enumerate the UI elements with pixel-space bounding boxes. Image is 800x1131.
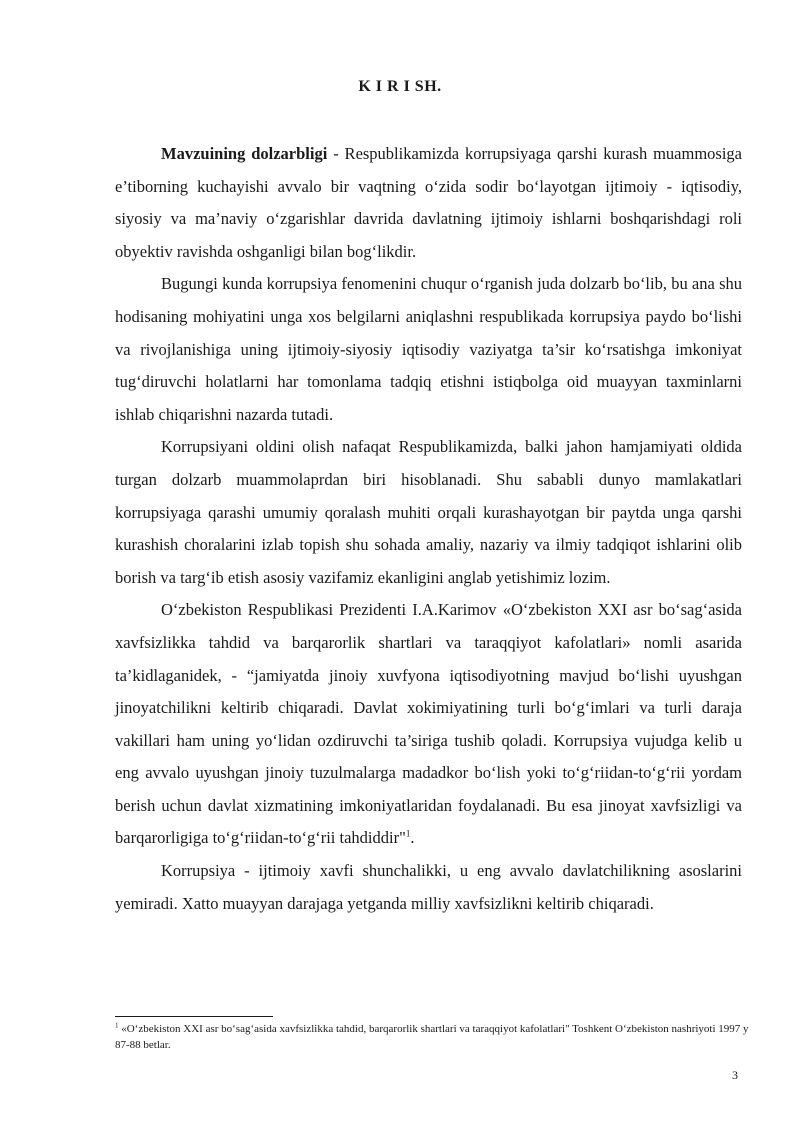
page-number: 3 <box>732 1068 738 1082</box>
paragraph-text: - Respublikamizda korrupsiyaga qarshi kurash muammosiga e’tiborning kuchayishi avvalo bir vaqtning o‘zida sodir bo‘layotgan ijtimoiy - iqtisodiy, siyosiy va ma’naviy o‘zgarishlar davrida davlatning ijtimoiy ishlarni boshqarishdagi roli obyektiv ravishda oshganligi bilan bog‘likdir. <box>115 144 742 261</box>
paragraph-prevention: Korrupsiyani oldini olish nafaqat Respublikamizda, balki jahon hamjamiyati oldida turgan dolzarb muammolaprdan biri hisoblanadi. Shu sababli dunyo mamlakatlari korrupsiyaga qarashi umumiy qoralash muhiti orqali kurashayotgan bir paytda unga qarshi kurashish choralarini izlab topish shu sohada amaliy, nazariy va ilmiy tadqiqot ishlarini olib borish va targ‘ib etish asosiy vazifamiz ekanligini anglab yetishimiz lozim. <box>115 437 742 587</box>
body-text <box>115 138 742 920</box>
footnote-marker: 1 <box>115 1021 119 1030</box>
footnote-text: «O‘zbekiston XXI asr bo‘sag‘asida xavfsizlikka tahdid, barqarorlik shartlari va taraqqiyot kafolatlari" Toshkent O‘zbekiston nashriyoti 1997 y 87-88 betlar. <box>115 1023 749 1051</box>
footnote-separator <box>115 1016 273 1017</box>
paragraph-text: O‘zbekiston Respublikasi Prezidenti I.A.Karimov «O‘zbekiston XXI asr bo‘sag‘asida xavfsizlikka tahdid va barqarorlik shartlari va taraqqiyot kafolatlari» nomli asarida ta’kidlaganidek, - “jamiyatda jinoiy xuvfyona iqtisodiyotning mavjud bo‘lishi uyushgan jinoyatchilikni keltirib chiqaradi. Davlat xokimiyatining turli bo‘g‘imlari va turli daraja vakillari ham uning yo‘lidan ozdiruvchi ta’siriga tushib qoladi. Korrupsiya vujudga kelib u eng avvalo uyushgan jinoiy tuzulmalarga madadkor bo‘lish yoki to‘g‘riidan-to‘g‘rii yordam berish uchun davlat xizmatining imkoniyatlaridan foydalanadi. Bu esa jinoyat xavfsizligi va barqarorligiga to‘g‘riidan-to‘g‘rii tahdiddir" <box>115 600 742 848</box>
paragraph-lead-term: Mavzuining dolzarbligi <box>161 144 328 163</box>
page-title: K I R I SH. <box>358 78 442 95</box>
paragraph-danger: Korrupsiya - ijtimoiy xavfi shunchalikki, u eng avvalo davlatchilikning asoslarini yemiradi. Xatto muayyan darajaga yetganda milliy xavfsizlikni keltirib chiqaradi. <box>115 861 742 913</box>
footnote <box>115 1021 755 1053</box>
paragraph-end: . <box>410 828 415 848</box>
paragraph-relevance <box>115 138 742 268</box>
paragraph-phenomenon: Bugungi kunda korrupsiya fenomenini chuqur o‘rganish juda dolzarb bo‘lib, bu ana shu hodisaning mohiyatini unga xos belgilarni aniqlashni respublikada korrupsiya paydo bo‘lishi va rivojlanishiga uning ijtimoiy-siyosiy iqtisodiy vaziyatga ta’sir ko‘rsatishga imkoniyat tug‘diruvchi holatlarni har tomonlama tadqiq etishni istiqbolga oid muayyan taxminlarni ishlab chiqarishni nazarda tutadi. <box>115 274 742 424</box>
paragraph-quote <box>115 594 742 855</box>
footnote-reference[interactable]: 1 <box>405 828 411 839</box>
